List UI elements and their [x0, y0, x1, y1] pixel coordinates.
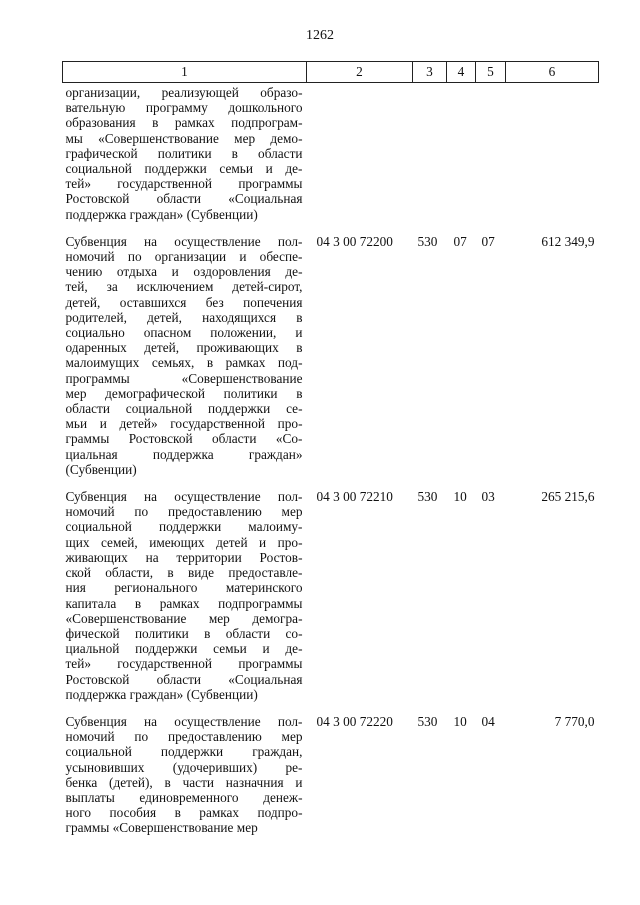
row-expense-type: 530 [417, 233, 438, 249]
description-line: Субвенция на осуществление пол- [65, 233, 303, 249]
description-line: одаренных детей, проживающих в [65, 340, 303, 356]
row-description [63, 83, 307, 234]
description-line: номочий по организации и обеспе- [65, 249, 303, 265]
description-line: ния регионального материнского [65, 580, 303, 596]
description-line: области социальной поддержки се- [65, 401, 303, 417]
description-line: капитала в рамках подпрограммы [65, 595, 303, 611]
description-line: образования в рамках подпрограм- [65, 115, 303, 131]
description-line: социально опасном положении, и [65, 325, 303, 341]
description-line: малоимущих семьях, в рамках под- [65, 355, 303, 371]
description-line: тей» государственной программы [65, 656, 303, 672]
row-code [307, 83, 413, 234]
description-line: детей, оставшихся без попечения [65, 294, 303, 310]
description-line: социальной поддержки граждан, [65, 744, 303, 760]
row-expense-type [413, 83, 447, 234]
row-description [63, 714, 307, 848]
row-description [63, 489, 307, 714]
row-expense-type: 530 [417, 713, 438, 729]
description-line: номочий по предоставлению мер [65, 729, 303, 745]
row-code: 04 3 00 72210 [316, 489, 393, 505]
row-sum: 265 215,6 [541, 489, 595, 505]
description-line: родителей, детей, находящихся в [65, 309, 303, 325]
description-line: социальной поддержки малоиму- [65, 519, 303, 535]
description-line: циальной поддержки семьи и де- [65, 641, 303, 657]
header-col-4: 4 [447, 62, 476, 83]
header-col-2: 2 [307, 62, 413, 83]
description-line: номочий по предоставлению мер [65, 504, 303, 520]
row-sum [506, 83, 599, 234]
description-line: (Субвенции) [65, 461, 137, 477]
row-code: 04 3 00 72200 [316, 233, 393, 249]
table-row [63, 234, 599, 489]
description-line: графической политики в области [65, 145, 303, 161]
description-line: «Совершенствование мер демогра- [65, 610, 303, 626]
header-row [63, 62, 599, 83]
description-line: живающих на территории Ростов- [65, 549, 303, 565]
description-line: ской области, в виде предоставле- [65, 565, 303, 581]
description-line: Ростовской области «Социальная [65, 671, 303, 687]
row-section: 07 [453, 233, 467, 249]
header-col-3: 3 [413, 62, 447, 83]
table-row [63, 83, 599, 234]
description-line: бенка (детей), в части назначния и [65, 774, 303, 790]
description-line: усыновивших (удочеривших) ре- [65, 759, 303, 775]
row-sum: 612 349,9 [541, 233, 595, 249]
row-code: 04 3 00 72220 [316, 713, 393, 729]
description-line: Ростовской области «Социальная [65, 191, 303, 207]
row-subsection: 07 [481, 233, 495, 249]
header-col-1: 1 [63, 62, 307, 83]
description-line: мьи и детей» государственной про- [65, 416, 303, 432]
description-line: выплаты единовременного денеж- [65, 789, 303, 805]
page-number: 1262 [306, 28, 334, 43]
description-line: Субвенция на осуществление пол- [65, 489, 303, 505]
description-line: организации, реализующей образо- [65, 85, 303, 100]
description-line: чению отдыха и оздоровления де- [65, 264, 303, 280]
row-expense-type: 530 [417, 489, 438, 505]
budget-table [62, 61, 599, 848]
row-subsection: 04 [481, 713, 495, 729]
description-line: мер демографической политики в [65, 385, 303, 401]
table-body [63, 83, 599, 848]
description-line: поддержка граждан» (Субвенции) [65, 206, 258, 222]
description-line: вательную программу дошкольного [65, 100, 303, 116]
description-line: фической политики в области со- [65, 625, 303, 641]
description-line: тей» государственной программы [65, 176, 303, 192]
description-line: граммы Ростовской области «Со- [65, 431, 303, 447]
header-col-5: 5 [476, 62, 506, 83]
row-subsection [476, 83, 506, 234]
row-section [447, 83, 476, 234]
row-sum: 7 770,0 [554, 713, 595, 729]
row-description [63, 234, 307, 489]
row-section: 10 [453, 713, 467, 729]
description-line: Субвенция на осуществление пол- [65, 713, 303, 729]
description-line: социальной поддержки семьи и де- [65, 161, 303, 177]
description-line: щих семей, имеющих детей и про- [65, 534, 303, 550]
description-line: тей, за исключением детей-сирот, [65, 279, 303, 295]
description-line: циальная поддержка граждан» [65, 446, 303, 462]
description-line: мы «Совершенствование мер демо- [65, 130, 303, 146]
header-col-6: 6 [506, 62, 599, 83]
description-line: ного пособия в рамках подпро- [65, 805, 303, 821]
table-row [63, 714, 599, 848]
table-row [63, 489, 599, 714]
row-subsection: 03 [481, 489, 495, 505]
description-line: поддержка граждан» (Субвенции) [65, 686, 258, 702]
description-line: граммы «Совершенствование мер [65, 820, 258, 836]
row-section: 10 [453, 489, 467, 505]
description-line: программы «Совершенствование [65, 370, 303, 386]
